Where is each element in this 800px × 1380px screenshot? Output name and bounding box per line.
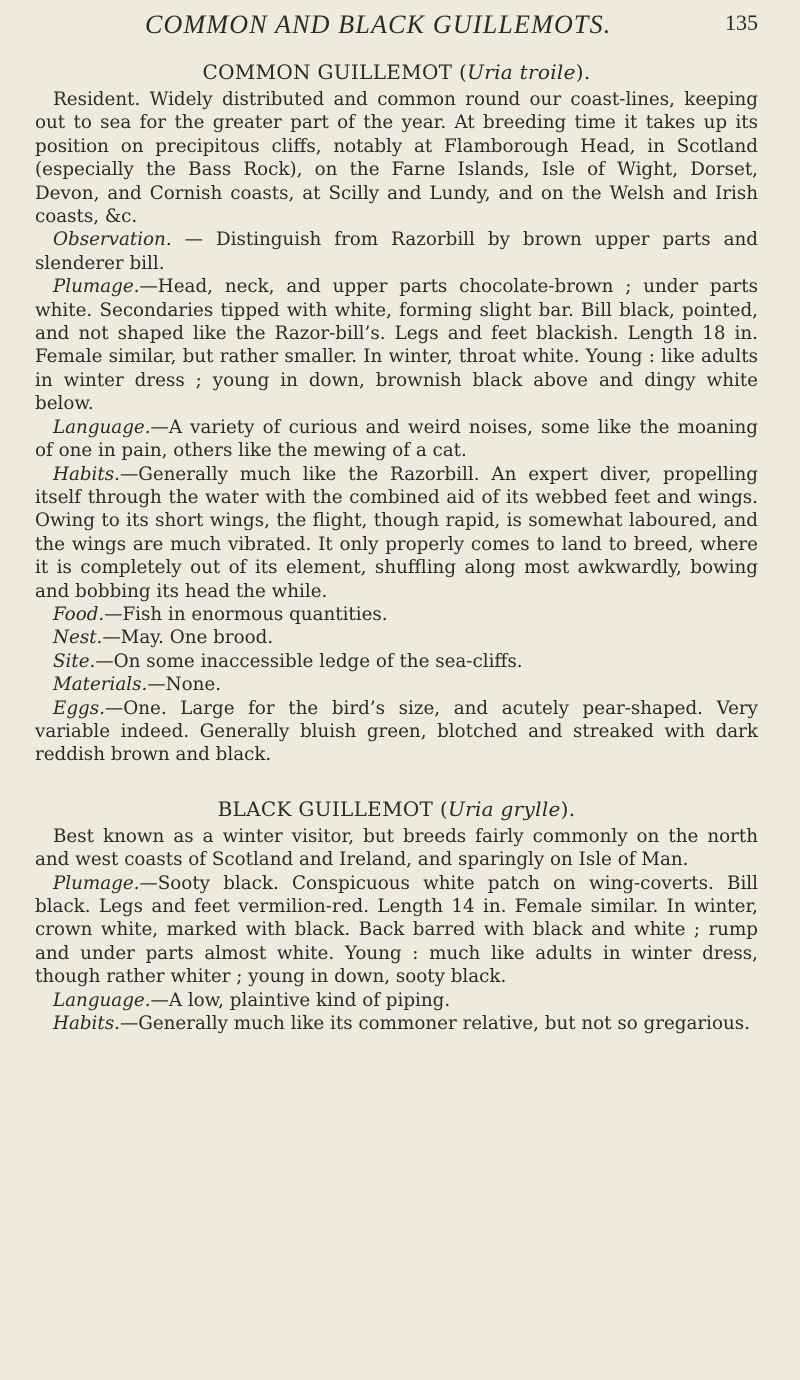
black-habits-paragraph	[35, 1012, 758, 1035]
common-site-paragraph	[35, 650, 758, 673]
site-label: Site.	[53, 650, 96, 672]
common-eggs-paragraph	[35, 697, 758, 767]
common-food-paragraph	[35, 603, 758, 626]
eggs-text: —One. Large for the bird’s size, and acutely pear-shaped. Very variable indeed. Generally bluish green, blotched and streaked with dark reddish brown and black.	[35, 697, 758, 766]
section-heading-black-guillemot: BLACK GUILLEMOT (Uria grylle).	[217, 796, 576, 821]
food-text: —Fish in enormous quantities.	[104, 603, 388, 625]
black-intro-paragraph: Best known as a winter visitor, but breeds fairly commonly on the north and west coasts of Scotland and Ireland, and sparingly on Isle of Man.	[35, 825, 758, 871]
language-text: —A low, plaintive kind of piping.	[150, 989, 451, 1011]
common-nest-paragraph	[35, 626, 758, 649]
site-text: —On some inaccessible ledge of the sea-cliffs.	[95, 650, 523, 672]
running-title: COMMON AND BLACK GUILLEMOTS.	[145, 10, 612, 39]
section-heading-common-guillemot: COMMON GUILLEMOT (Uria troile).	[202, 60, 591, 84]
species-name: COMMON GUILLEMOT	[202, 60, 453, 84]
habits-text: —Generally much like the Razorbill. An expert diver, propelling itself through the water with the combined aid of its webbed feet and wings. Owing to its short wings, the flight, though rapid, is somewhat laboured, and the wings are much vibrated. It only properly comes to land to breed, where it is completely out of its element, shuffling along most awkwardly, bowing and bobbing its head the while.	[35, 463, 758, 602]
habits-label: Habits.	[53, 1013, 120, 1035]
common-intro-paragraph: Resident. Widely distributed and common round our coast-lines, keeping out to sea for the greater part of the year. At breeding time it takes up its position on precipitous cliffs, notably at Flamborough Head, in Scotland (especially the Bass Rock), on the Farne Islands, Isle of Wight, Dorset, Devon, and Cornish coasts, at Scilly and Lundy, and on the Welsh and Irish coasts, &c.	[35, 89, 758, 228]
observation-text: — Distinguish from Razorbill by brown upper parts and slenderer bill.	[35, 229, 758, 274]
common-observation-paragraph	[35, 228, 758, 275]
running-head	[35, 8, 758, 48]
black-plumage-paragraph	[35, 872, 758, 989]
materials-label: Materials.	[53, 674, 148, 696]
species-latin-name: Uria grylle	[447, 796, 561, 821]
habits-label: Habits.	[53, 463, 120, 485]
common-habits-paragraph	[35, 463, 758, 603]
nest-text: —May. One brood.	[102, 627, 274, 649]
black-language-paragraph	[35, 989, 758, 1012]
species-latin-name: Uria troile	[467, 60, 576, 84]
plumage-text: —Sooty black. Conspicuous white patch on wing-coverts. Bill black. Legs and feet vermilion-red. Length 14 in. Female similar. In winter, crown white, marked with black. Back barred with black and white ; rump and under parts almost white. Young : much like adults in winter dress, though rather whiter ; young in down, sooty black.	[35, 872, 758, 988]
common-language-paragraph	[35, 416, 758, 463]
food-label: Food.	[53, 603, 105, 625]
language-label: Language.	[53, 989, 151, 1011]
page-number: 135	[725, 10, 758, 35]
language-label: Language.	[53, 416, 151, 438]
observation-label: Observation.	[53, 229, 172, 251]
nest-label: Nest.	[53, 627, 103, 649]
plumage-label: Plumage.	[53, 872, 140, 894]
eggs-label: Eggs.	[53, 697, 105, 719]
common-materials-paragraph	[35, 673, 758, 696]
plumage-text: —Head, neck, and upper parts chocolate-brown ; under parts white. Secondaries tipped with white, forming slight bar. Bill black, pointed, and not shaped like the Razor-bill’s. Legs and feet blackish. Length 18 in. Female similar, but rather smaller. In winter, throat white. Young : like adults in winter dress ; young in down, brownish black above and dingy white below.	[35, 276, 758, 415]
plumage-label: Plumage.	[53, 276, 140, 298]
habits-text: —Generally much like its commoner relative, but not so gregarious.	[119, 1013, 750, 1035]
species-name: BLACK GUILLEMOT	[217, 796, 434, 821]
materials-text: —None.	[147, 674, 221, 696]
common-plumage-paragraph	[35, 275, 758, 415]
language-text: —A variety of curious and weird noises, some like the moaning of one in pain, others like the mewing of a cat.	[35, 416, 758, 462]
